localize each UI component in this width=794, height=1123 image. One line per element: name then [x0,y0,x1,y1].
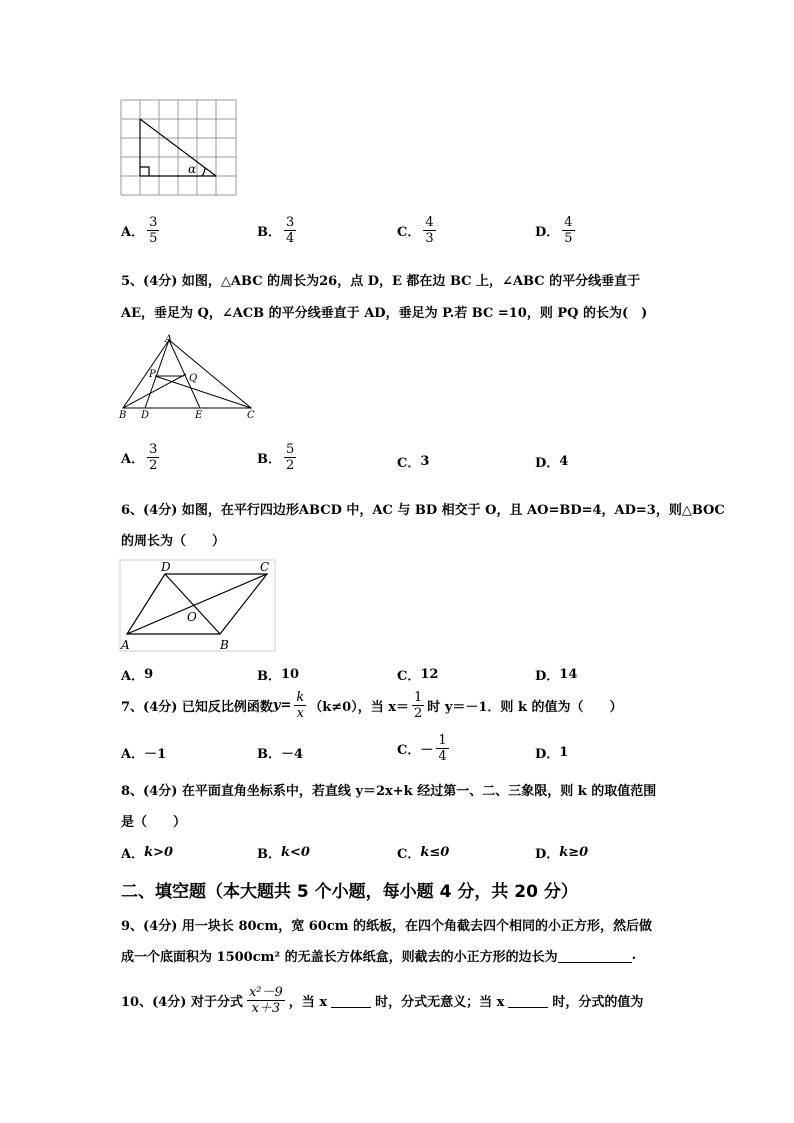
q9-answer-blank[interactable] [558,948,632,963]
q8-option-c[interactable]: C． k≤0 [397,845,450,862]
q5-option-b[interactable]: B． $\frac{5}{2}$ [257,442,295,473]
svg-text:D: D [141,410,150,420]
q9-text-line1: 9、(4分) 用一块长 80cm，宽 60cm 的纸板，在四个角截去四个相同的小正方形，然后做 [121,919,653,934]
q4-grid-figure [120,99,238,197]
q7-option-d[interactable]: D． 1 [535,745,569,762]
q7-option-a[interactable]: A． －1 [121,747,167,762]
svg-text:A: A [165,334,173,345]
q5-triangle-figure [118,334,260,420]
q7-text: 7、(4分) 已知反比例函数 y = $\frac{k}{x}$ （k≠0），当 x＝ $\frac{1}{2}$ 时 y＝－1．则 k 的值为（ ） [121,690,623,721]
svg-text:D: D [161,560,171,574]
q6-parallelogram-figure [119,559,277,653]
q4-option-d[interactable]: D． $\frac{4}{5}$ [535,215,573,246]
svg-text:C: C [247,410,255,420]
svg-text:B: B [119,410,127,420]
q6-text-line2: 的周长为（ ） [121,534,226,549]
q4-option-b[interactable]: B． $\frac{3}{4}$ [257,215,295,246]
q6-option-c[interactable]: C． 12 [397,667,439,684]
q10-text: 10、(4分) 对于分式 $\frac{\text{x²－9}}{x+3}$ ，当 x 时，分式无意义；当 x 时，分式的值为 [121,985,644,1016]
q10-answer-blank-1[interactable] [331,993,371,1008]
svg-text:A: A [121,638,130,652]
q8-text-line1: 8、(4分) 在平面直角坐标系中，若直线 y＝2x+k 经过第一、二、三象限，则 k 的取值范围 [121,784,657,799]
q7-option-b[interactable]: B． －4 [257,747,304,762]
q8-option-b[interactable]: B． k<0 [257,845,310,862]
q6-option-d[interactable]: D． 14 [535,667,578,684]
svg-text:B: B [220,638,229,652]
q10-answer-blank-2[interactable] [508,993,548,1008]
q4-option-c[interactable]: C． $\frac{4}{3}$ [397,215,434,246]
svg-text:P: P [149,369,156,380]
q8-option-d[interactable]: D． k≥0 [535,845,589,862]
q8-option-a[interactable]: A． k>0 [121,845,174,862]
q5-option-a[interactable]: A． $\frac{3}{2}$ [121,442,158,473]
q4-option-a[interactable]: A． $\frac{3}{5}$ [121,215,158,246]
q5-text-line1: 5、(4分) 如图，△ABC 的周长为26，点 D，E 都在边 BC 上，∠ABC 的平分线垂直于 [121,274,641,289]
svg-text:Q: Q [189,373,198,384]
q6-text-line1: 6、(4分) 如图，在平行四边形ABCD 中，AC 与 BD 相交于 O，且 AO=BD=4，AD=3，则△BOC [121,503,725,518]
q6-option-b[interactable]: B． 10 [257,667,300,684]
q6-option-a[interactable]: A． 9 [121,667,154,684]
q5-option-d[interactable]: D． 4 [535,454,569,471]
q4-angle-label: α [188,162,197,176]
svg-text:E: E [195,410,203,420]
q9-text-line2: 成一个底面积为 1500cm² 的无盖长方体纸盒，则截去的小正方形的边长为 . [121,948,637,965]
q7-option-c[interactable]: C． － $\frac{1}{4}$ [397,733,447,764]
svg-text:C: C [260,560,270,574]
section2-heading: 二、填空题（本大题共 5 个小题，每小题 4 分，共 20 分） [121,882,578,902]
q5-option-c[interactable]: C． 3 [397,454,430,471]
svg-text:O: O [187,610,197,624]
q5-text-line2: AE，垂足为 Q，∠ACB 的平分线垂直于 AD，垂足为 P.若 BC =10，则 PQ 的长为( ) [121,306,648,321]
q8-text-line2: 是（ ） [121,815,187,830]
